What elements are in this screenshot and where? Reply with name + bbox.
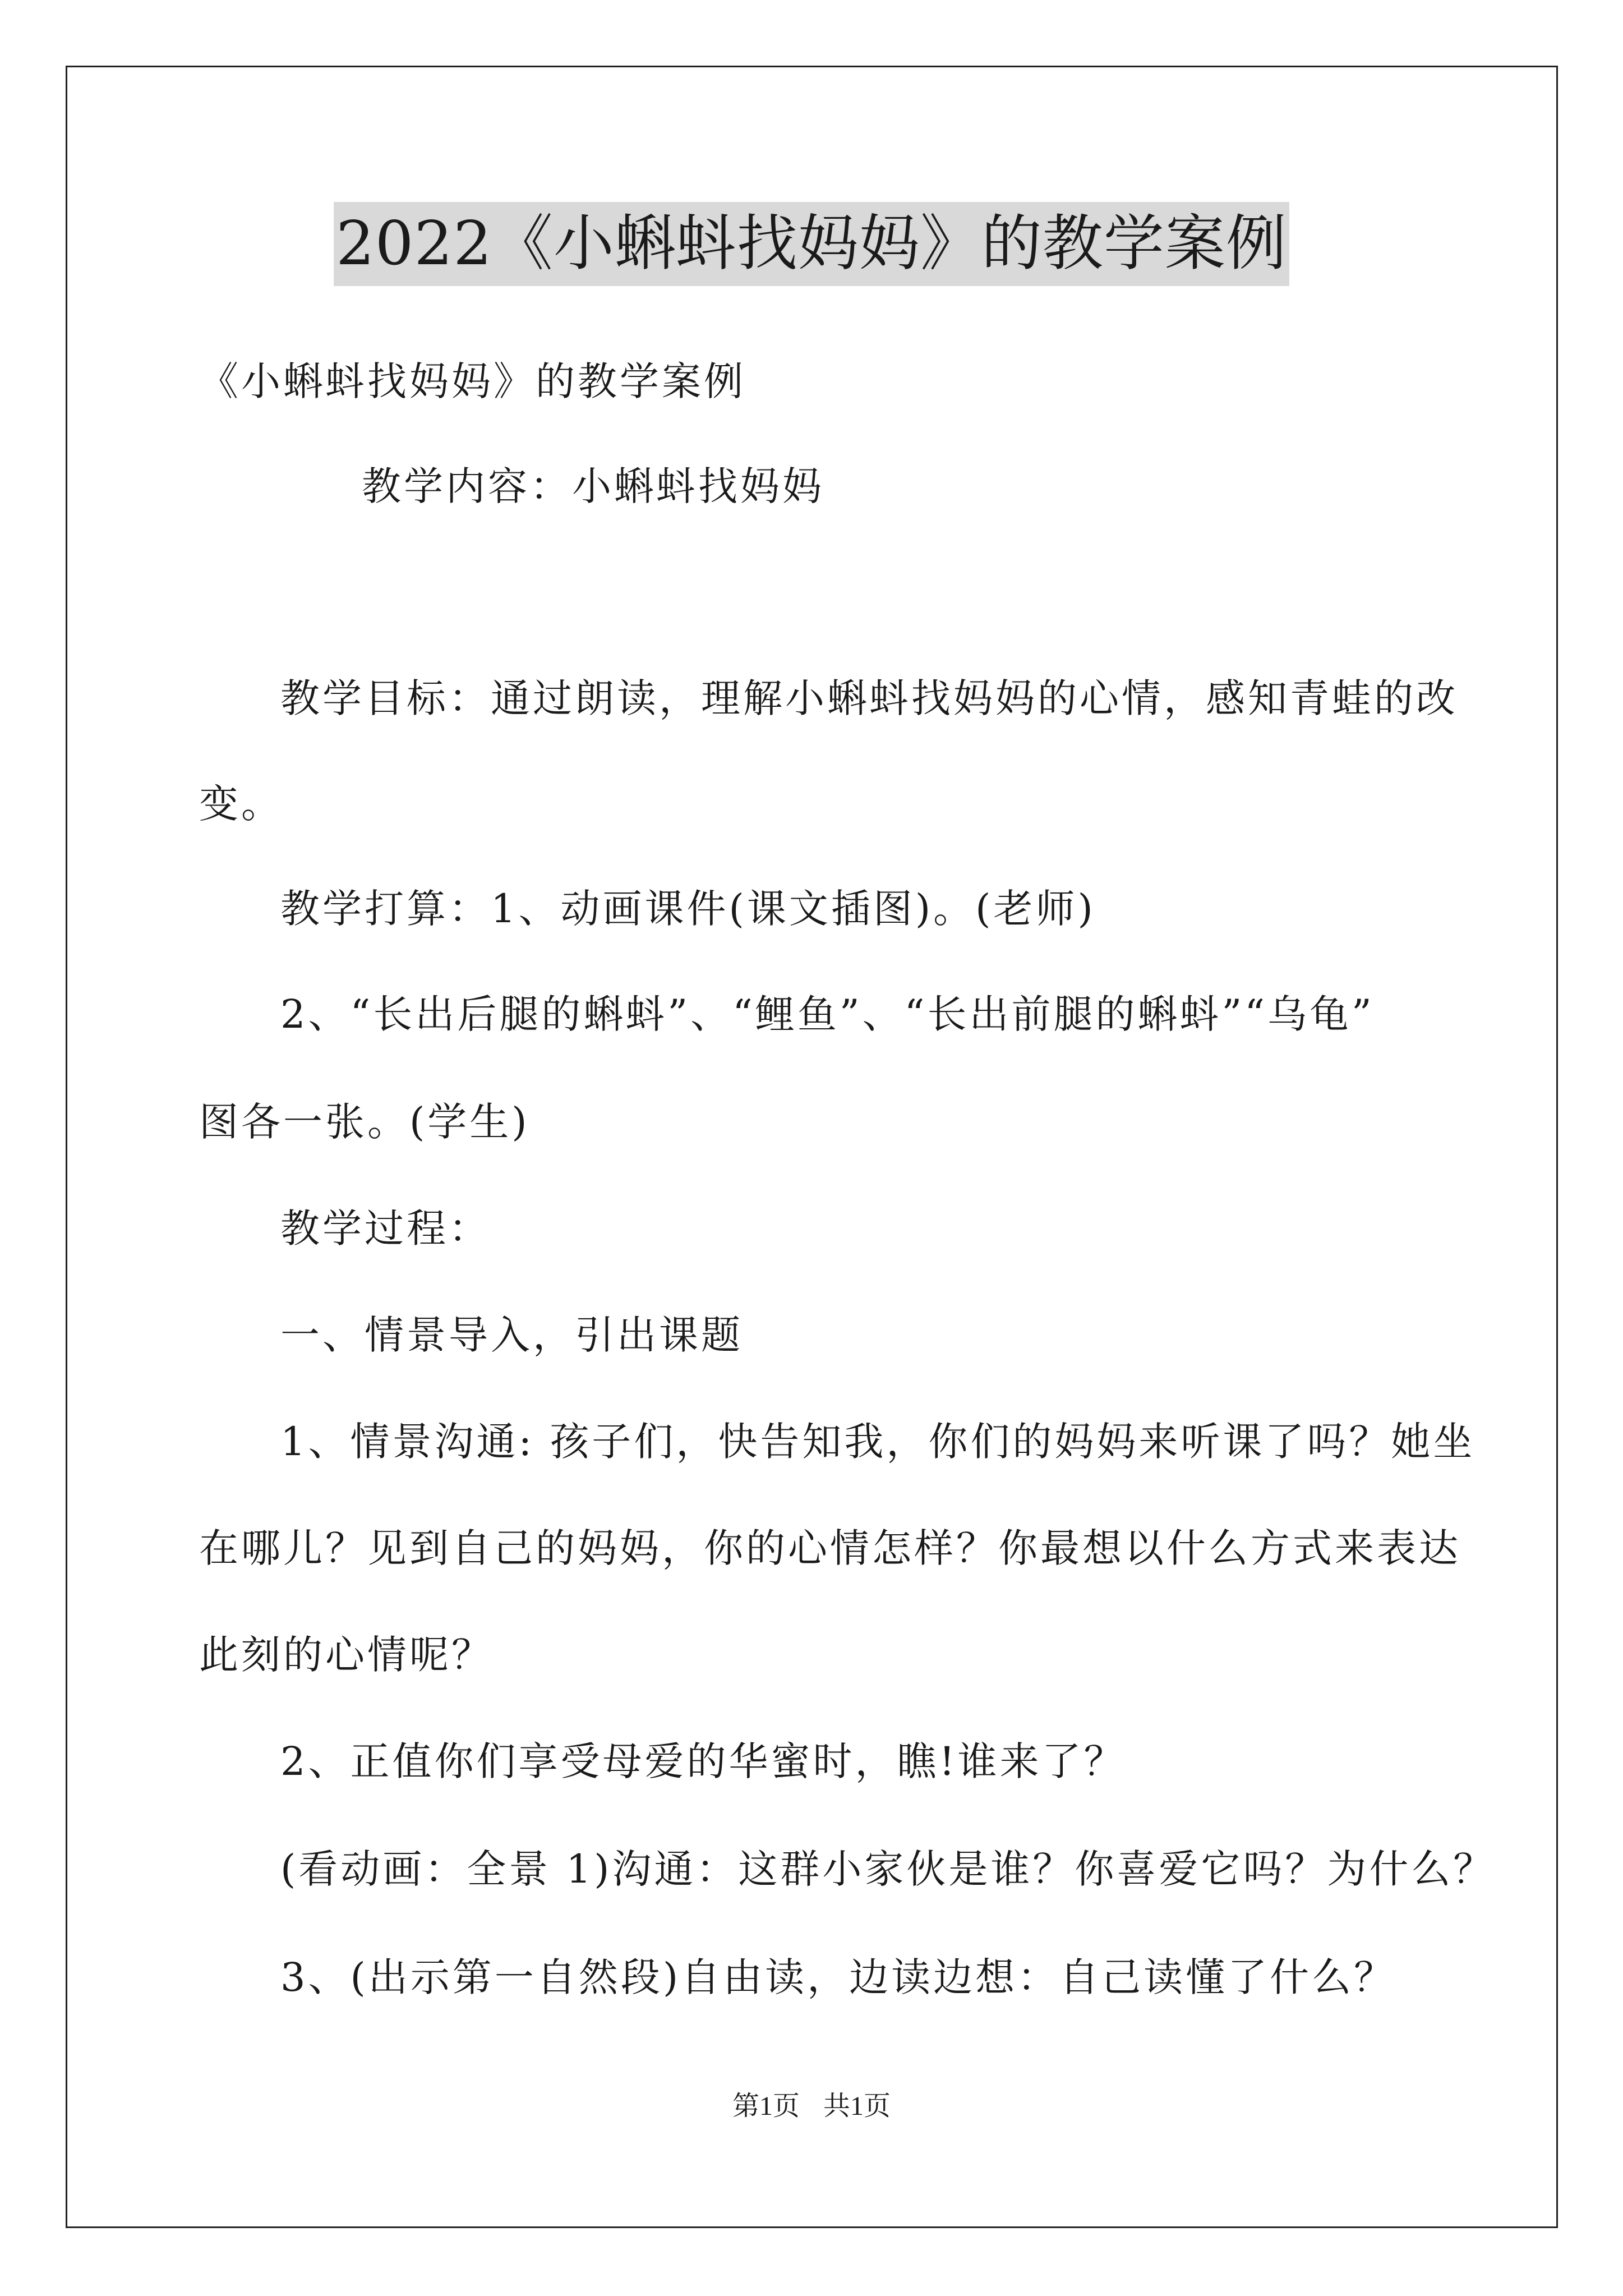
title-container (0, 202, 1623, 286)
text-line: 教学目标：通过朗读，理解小蝌蚪找妈妈的心情，感知青蛙的改 (280, 675, 1458, 721)
document-title: 2022《小蝌蚪找妈妈》的教学案例 (334, 202, 1289, 286)
text-line: 在哪儿？见到自己的妈妈，你的心情怎样？你最想以什么方式来表达 (199, 1525, 1461, 1571)
text-line: 图各一张。(学生) (199, 1099, 530, 1145)
text-line: 3、(出示第一自然段)自由读，边读边想：自己读懂了什么？ (280, 1954, 1396, 2000)
text-line: 变。 (199, 781, 283, 827)
text-line: 教学内容：小蝌蚪找妈妈 (362, 463, 824, 509)
text-line: 教学过程： (280, 1205, 491, 1251)
text-line: 2、“长出后腿的蝌蚪”、“鲤鱼”、“长出前腿的蝌蚪”“乌龟” (280, 991, 1375, 1037)
text-line: (看动画：全景 1)沟通：这群小家伙是谁？你喜爱它吗？为什么？ (280, 1846, 1496, 1892)
page-footer: 第1页 共1页 (732, 2091, 891, 2121)
text-line: 1、情景沟通: 孩子们，快告知我，你们的妈妈来听课了吗？她坐 (280, 1419, 1476, 1465)
text-line: 此刻的心情呢？ (199, 1632, 494, 1678)
text-line: 教学打算：1、动画课件(课文插图)。(老师) (280, 886, 1096, 932)
text-line: 2、正值你们享受母爱的华蜜时，瞧!谁来了？ (280, 1738, 1126, 1784)
section-heading: 一、情景导入，引出课题 (280, 1312, 743, 1358)
subtitle-line: 《小蝌蚪找妈妈》的教学案例 (199, 358, 746, 404)
